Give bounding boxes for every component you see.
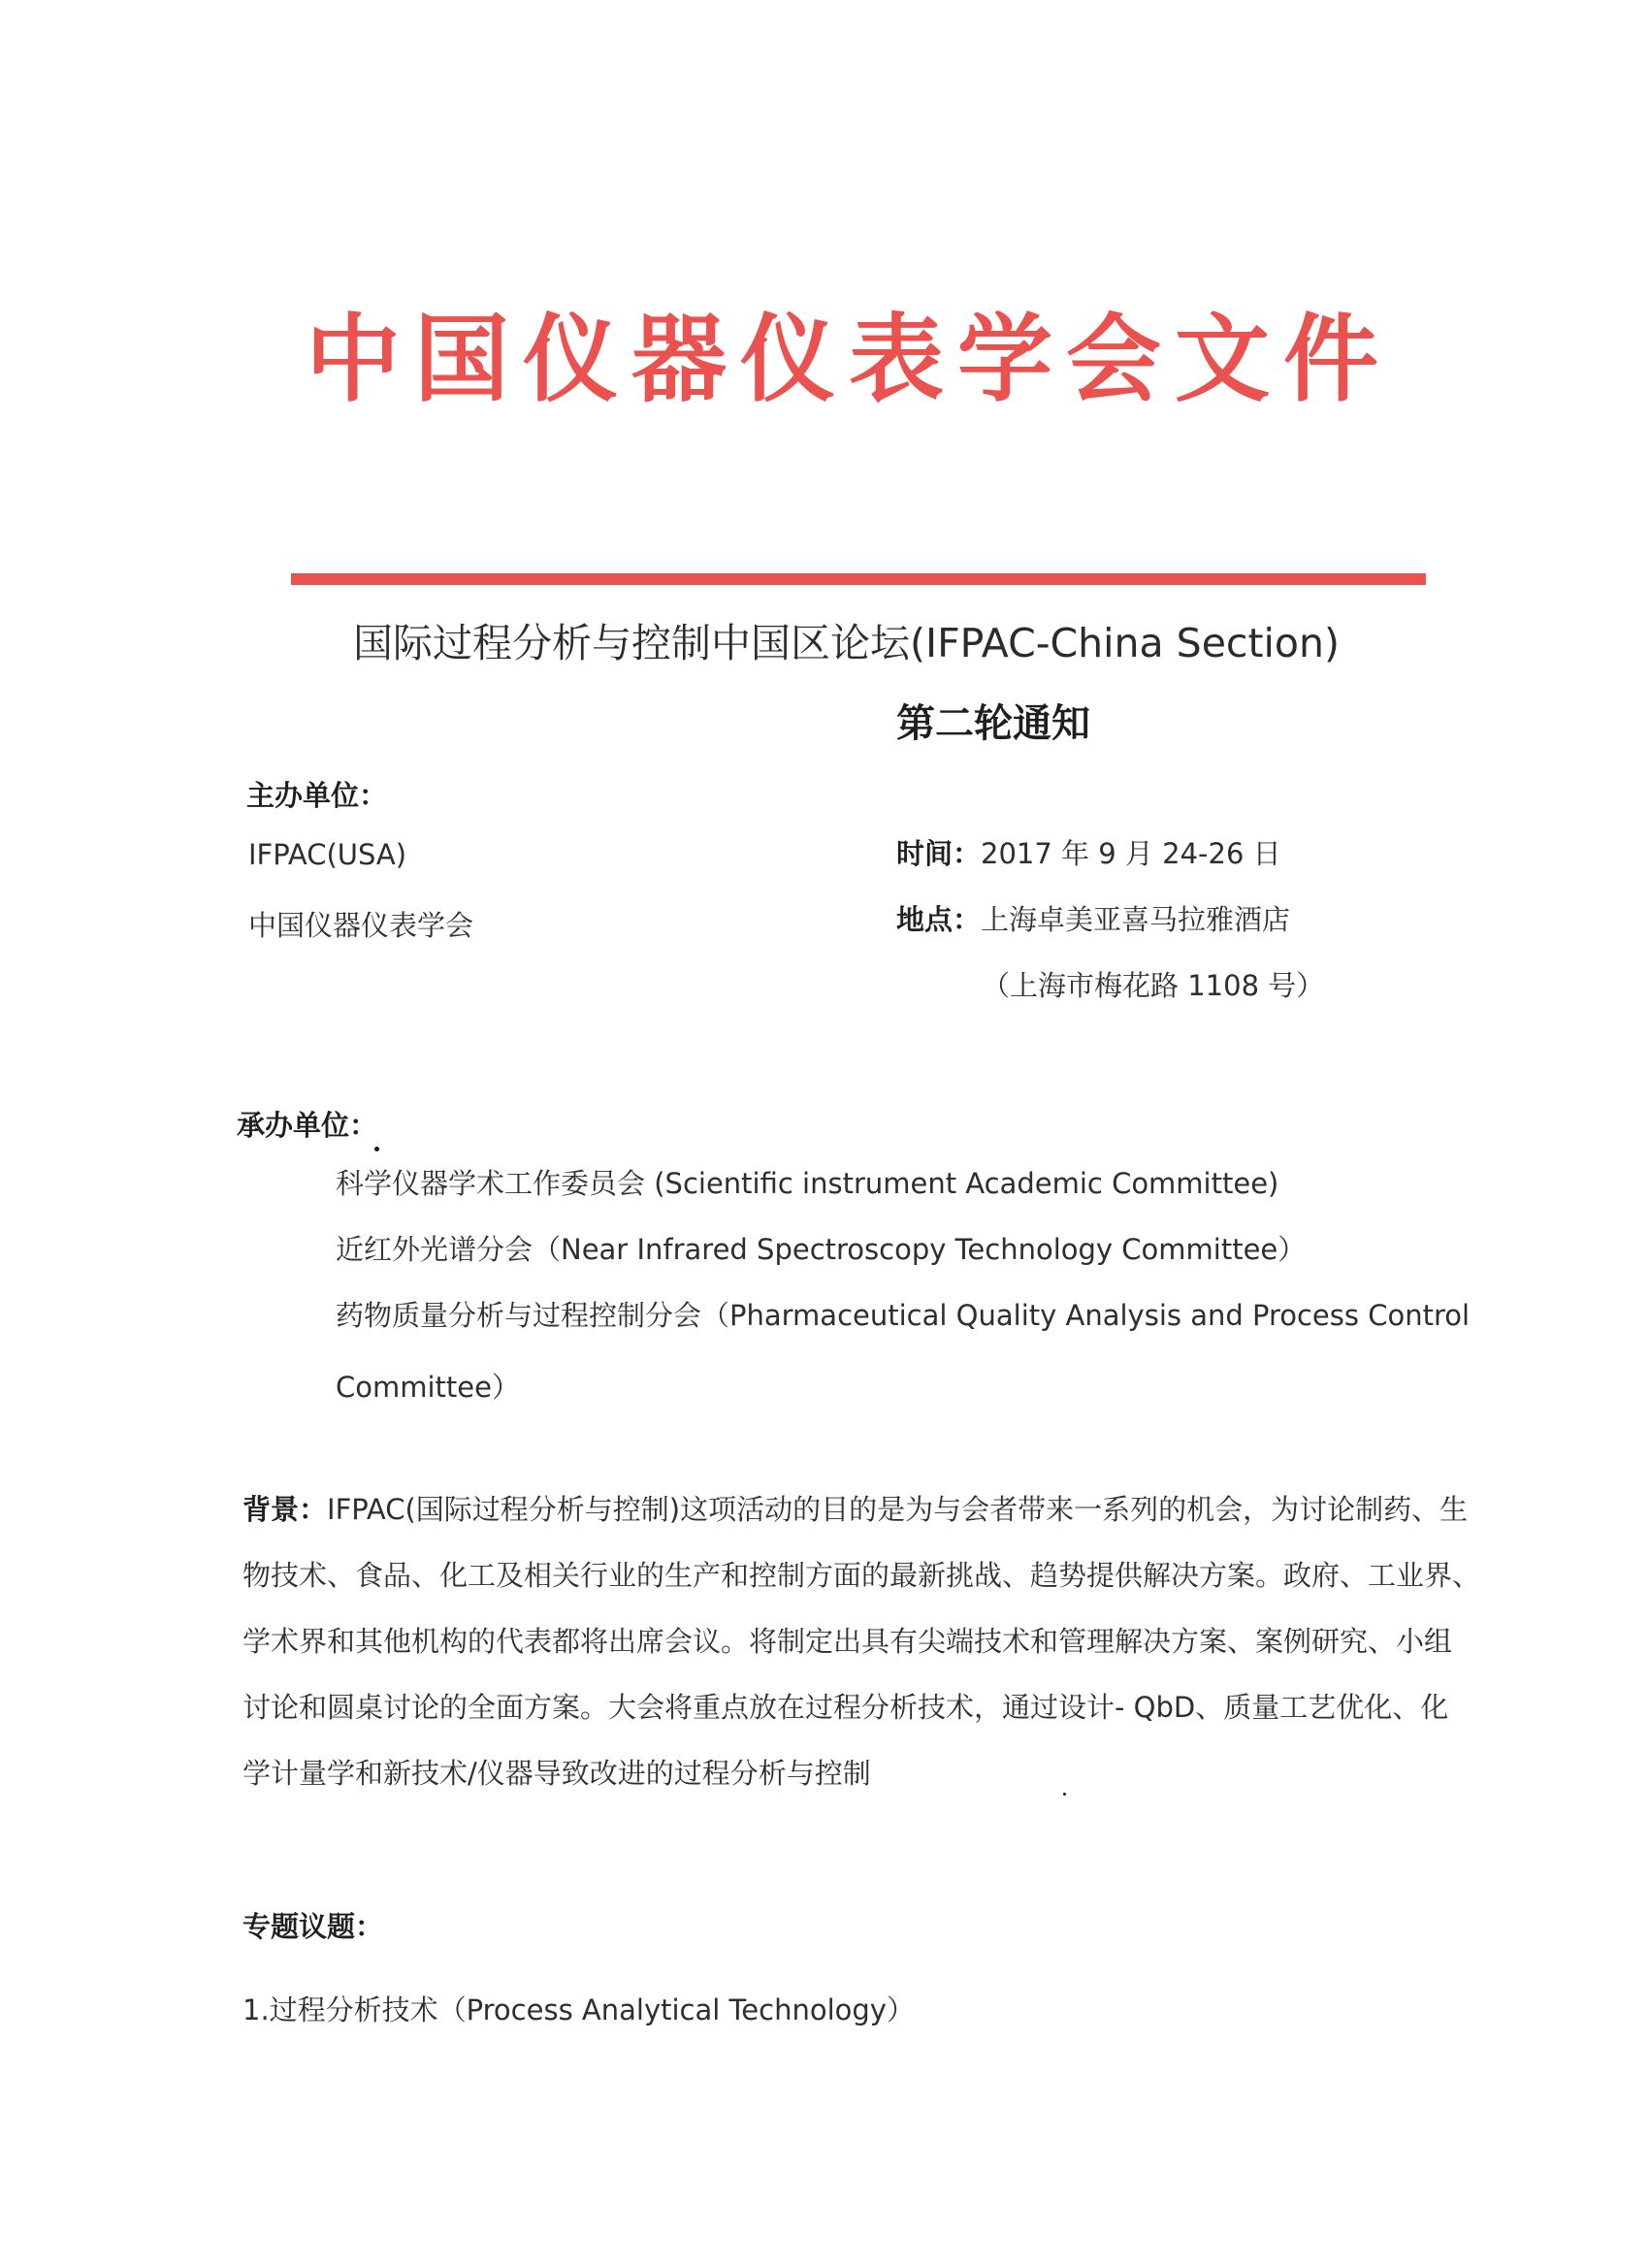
- stray-dot-mark: [374, 1147, 379, 1151]
- co-organizer-item: 药物质量分析与过程控制分会（Pharmaceutical Quality Analysis and Process Control: [336, 1299, 1471, 1332]
- organizers-label: 主办单位：: [246, 779, 388, 812]
- event-time: [896, 832, 1281, 872]
- notice-title: 第二轮通知: [896, 701, 1090, 746]
- background-line: 学术界和其他机构的代表都将出席会议。将制定出具有尖端技术和管理解决方案、案例研究、小组: [242, 1625, 1453, 1658]
- forum-title: 国际过程分析与控制中国区论坛(IFPAC-China Section): [353, 620, 1340, 666]
- letterhead-title: 中国仪器仪表学会文件: [305, 304, 1392, 415]
- background-line: 物技术、食品、化工及相关行业的生产和控制方面的最新挑战、趋势提供解决方案。政府、工业界、: [242, 1559, 1481, 1592]
- co-organizer-item: 科学仪器学术工作委员会 (Scientific instrument Academic Committee): [336, 1167, 1279, 1200]
- event-venue: [896, 898, 1290, 938]
- time-value: 2017 年 9 月 24-26 日: [981, 837, 1281, 870]
- stray-dot-mark: [1063, 1793, 1066, 1796]
- background-label: 背景：: [242, 1493, 328, 1526]
- venue-value: 上海卓美亚喜马拉雅酒店: [981, 903, 1291, 936]
- venue-address: （上海市梅花路 1108 号）: [982, 969, 1325, 1002]
- co-organizers-label: 承办单位：: [237, 1109, 378, 1142]
- time-label: 时间：: [896, 837, 982, 870]
- background-line: 学计量学和新技术/仪器导致改进的过程分析与控制: [242, 1757, 871, 1790]
- organizer-item: IFPAC(USA): [248, 838, 407, 871]
- co-organizer-item-continued: Committee）: [336, 1371, 520, 1404]
- background-line: 讨论和圆桌讨论的全面方案。大会将重点放在过程分析技术，通过设计- QbD、质量工艺优化、化: [242, 1691, 1449, 1724]
- co-organizer-item: 近红外光谱分会（Near Infrared Spectroscopy Technology Committee）: [336, 1233, 1307, 1266]
- topic-item: 1.过程分析技术（Process Analytical Technology）: [242, 1993, 915, 2026]
- organizer-item: 中国仪器仪表学会: [248, 909, 474, 942]
- letterhead-divider: [291, 573, 1426, 585]
- background-line: 背景：IFPAC(国际过程分析与控制)这项活动的目的是为与会者带来一系列的机会，为讨论制药、生: [242, 1493, 1469, 1526]
- venue-label: 地点：: [896, 903, 982, 936]
- background-paragraph: [242, 1476, 1484, 1806]
- topics-label: 专题议题：: [242, 1910, 384, 1943]
